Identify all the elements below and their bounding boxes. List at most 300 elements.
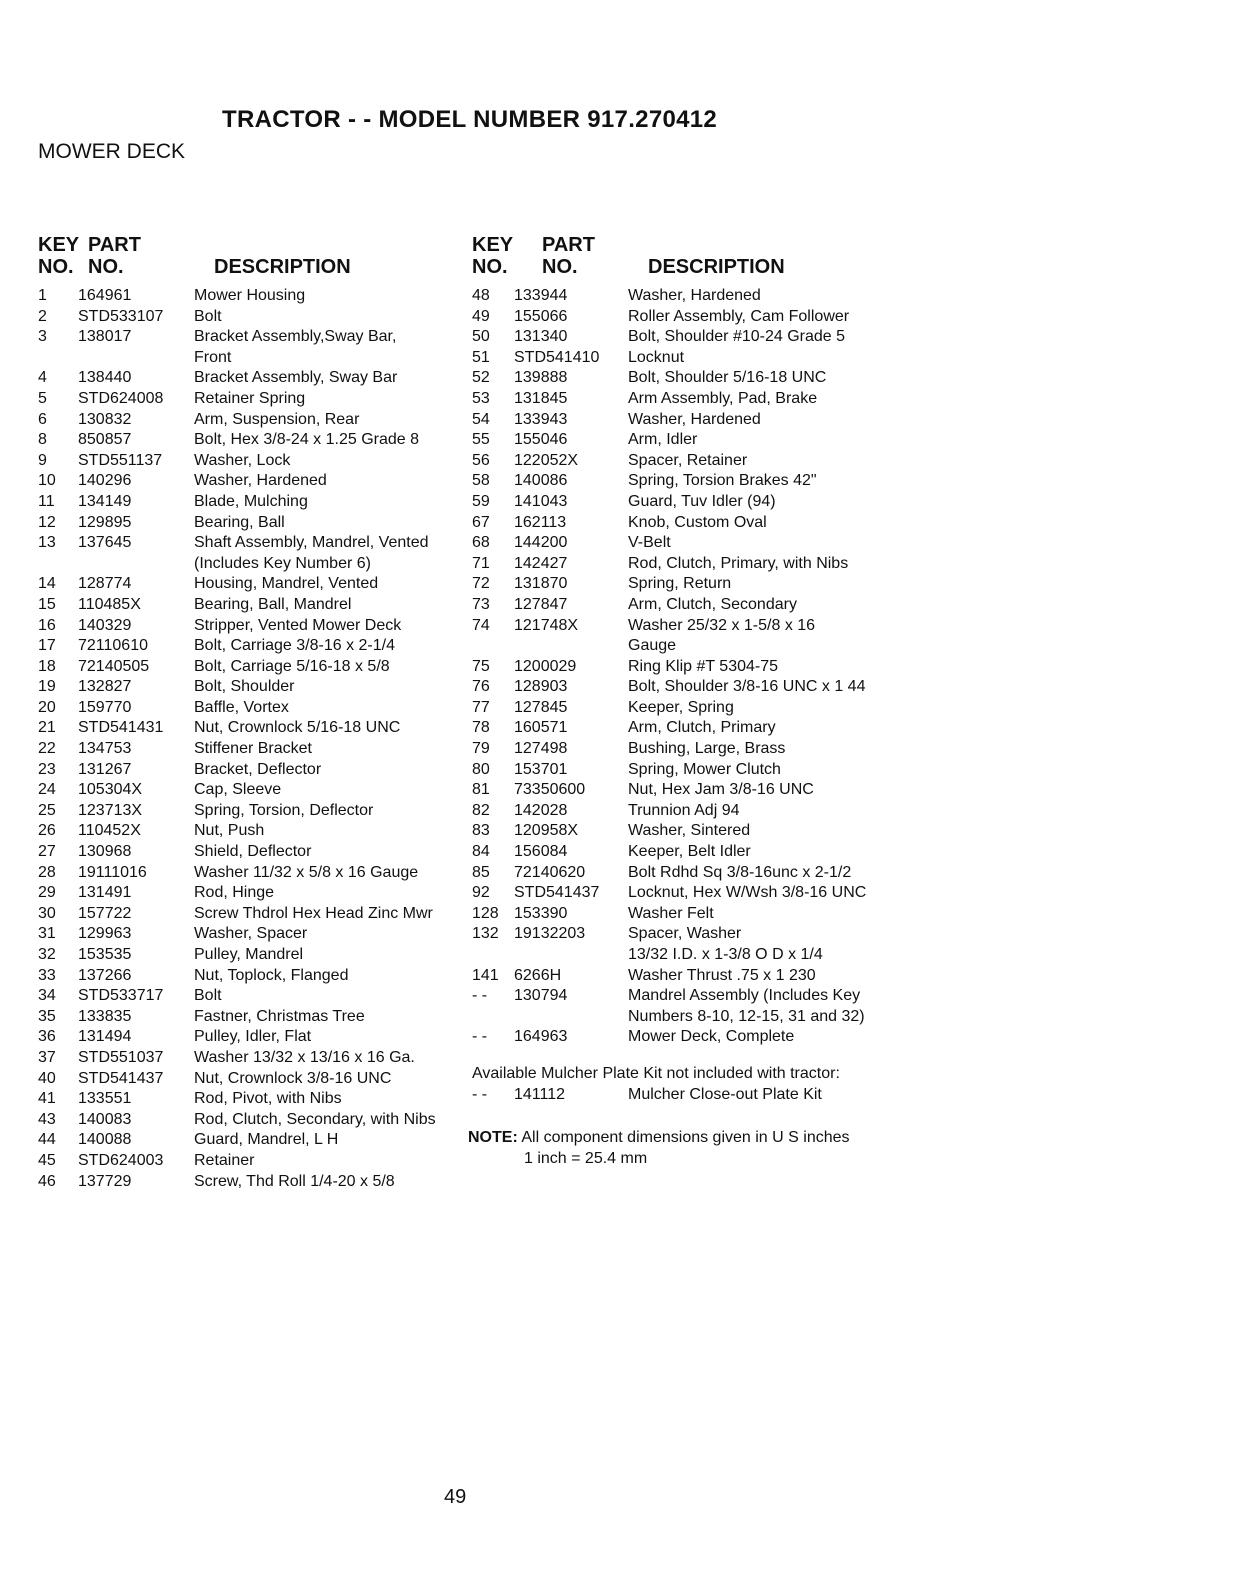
- part-number: 131845: [514, 389, 568, 407]
- description-line: Washer, Lock: [194, 451, 291, 469]
- part-description: [628, 348, 892, 369]
- part-number: 134753: [78, 740, 132, 758]
- part-description: [194, 863, 450, 884]
- part-description: [194, 513, 450, 534]
- description-line: Mower Housing: [194, 287, 306, 304]
- description-line: Washer 13/32 x 13/16 x 16 Ga.: [194, 1048, 415, 1066]
- key-number: 54: [472, 410, 490, 428]
- key-number: 53: [472, 389, 490, 407]
- table-row: [472, 986, 892, 1027]
- part-number: 130968: [78, 843, 132, 861]
- description-line: 13/32 I.D. x 1-3/8 O D x 1/4: [628, 946, 823, 963]
- part-description: [628, 616, 892, 657]
- key-number: 13: [38, 534, 56, 552]
- description-line: Nut, Toplock, Flanged: [194, 966, 349, 984]
- description-line: V-Belt: [628, 534, 671, 552]
- part-description: [628, 451, 892, 472]
- key-number: 132: [472, 925, 499, 943]
- description-line: Arm, Clutch, Secondary: [628, 595, 797, 613]
- description-line: Bolt, Shoulder #10-24 Grade 5: [628, 328, 846, 346]
- description-line: Shield, Deflector: [194, 843, 312, 861]
- part-number: STD624008: [78, 389, 164, 407]
- key-header: KEY: [38, 234, 80, 256]
- part-description: [194, 1048, 450, 1069]
- part-description: [628, 554, 892, 575]
- table-row: [38, 492, 450, 513]
- part-number: 164961: [78, 287, 132, 304]
- key-number: 34: [38, 987, 56, 1005]
- description-line: Rod, Pivot, with Nibs: [194, 1090, 342, 1108]
- key-number: 15: [38, 595, 56, 613]
- description-line: Bolt: [194, 307, 222, 325]
- part-number: 130794: [514, 987, 568, 1005]
- key-number: 29: [38, 884, 56, 902]
- part-number: 127498: [514, 740, 568, 758]
- description-line: Bracket Assembly,Sway Bar,: [194, 328, 397, 346]
- table-row: [38, 307, 450, 328]
- key-number: - -: [472, 1028, 488, 1046]
- table-row: [472, 904, 892, 925]
- key-number: 79: [472, 740, 490, 758]
- key-number: 33: [38, 966, 56, 984]
- part-number: 133835: [78, 1007, 132, 1025]
- part-description: Mulcher Close-out Plate Kit: [628, 1085, 822, 1103]
- part-number: 141043: [514, 492, 568, 510]
- mulcher-kit-row: [472, 1085, 840, 1106]
- key-number: 5: [38, 389, 47, 407]
- table-row: [38, 801, 450, 822]
- part-description: [628, 286, 892, 307]
- description-line: Locknut: [628, 348, 685, 366]
- table-row: [472, 286, 892, 307]
- description-line: Bolt, Carriage 3/8-16 x 2-1/4: [194, 637, 395, 655]
- part-number: 110452X: [78, 822, 141, 840]
- key-number: 9: [38, 451, 47, 469]
- table-row: [472, 410, 892, 431]
- part-description: [628, 739, 892, 760]
- table-row: [472, 718, 892, 739]
- table-row: [38, 327, 450, 368]
- part-description: [628, 863, 892, 884]
- key-number: 35: [38, 1007, 56, 1025]
- part-number: 131267: [78, 760, 132, 778]
- table-row: [38, 966, 450, 987]
- part-description: [194, 533, 450, 574]
- description-line: Washer, Hardened: [628, 287, 761, 304]
- part-number: 72140505: [78, 657, 150, 675]
- description-line: Washer Felt: [628, 904, 714, 922]
- description-line: Blade, Mulching: [194, 492, 308, 510]
- part-number: 19111016: [78, 863, 147, 881]
- table-row: [472, 842, 892, 863]
- part-number: 72110610: [78, 637, 148, 655]
- key-number: 71: [472, 554, 490, 572]
- table-row: [472, 677, 892, 698]
- description-line: Washer, Hardened: [628, 410, 761, 428]
- description-line: Screw, Thd Roll 1/4-20 x 5/8: [194, 1172, 395, 1190]
- table-row: [38, 574, 450, 595]
- key-number: 55: [472, 431, 490, 449]
- description-line: Front: [194, 348, 232, 366]
- part-number: 134149: [78, 492, 132, 510]
- part-no-header: NO.: [88, 256, 124, 278]
- part-number: 157722: [78, 904, 132, 922]
- description-line: Guard, Mandrel, L H: [194, 1131, 339, 1149]
- table-row: [38, 1069, 450, 1090]
- description-line: Baffle, Vortex: [194, 698, 289, 716]
- description-line: Trunnion Adj 94: [628, 801, 740, 819]
- table-row: [38, 739, 450, 760]
- description-line: Rod, Hinge: [194, 884, 275, 902]
- description-line: Screw Thdrol Hex Head Zinc Mwr: [194, 904, 433, 922]
- key-number: 31: [38, 925, 56, 943]
- parts-table-left: [38, 234, 450, 1192]
- table-row: [38, 883, 450, 904]
- key-number: 20: [38, 698, 56, 716]
- part-description: [628, 533, 892, 554]
- part-number: 128774: [78, 575, 132, 593]
- part-number: 140083: [78, 1110, 132, 1128]
- key-number: 25: [38, 801, 56, 819]
- part-number: 153701: [514, 760, 568, 778]
- part-description: [194, 1069, 450, 1090]
- table-row: [38, 595, 450, 616]
- part-description: [194, 307, 450, 328]
- description-line: Bearing, Ball, Mandrel: [194, 595, 352, 613]
- part-number: 6266H: [514, 966, 562, 984]
- part-number: 129963: [78, 925, 132, 943]
- part-number: 153535: [78, 946, 132, 963]
- part-description: [194, 389, 450, 410]
- description-line: Arm, Suspension, Rear: [194, 410, 360, 428]
- part-description: [194, 760, 450, 781]
- table-row: [38, 513, 450, 534]
- part-number: 137645: [78, 534, 132, 552]
- key-number: 26: [38, 822, 56, 840]
- description-line: Guard, Tuv Idler (94): [628, 492, 776, 510]
- part-description: [194, 451, 450, 472]
- part-number: 159770: [78, 698, 132, 716]
- key-number: 30: [38, 904, 56, 922]
- part-description: [194, 574, 450, 595]
- table-row: [38, 780, 450, 801]
- description-line: Mower Deck, Complete: [628, 1028, 795, 1046]
- part-description: [628, 780, 892, 801]
- key-number: 51: [472, 348, 490, 366]
- part-description: [628, 574, 892, 595]
- part-description: [194, 616, 450, 637]
- description-line: Stripper, Vented Mower Deck: [194, 616, 402, 634]
- description-line: Keeper, Belt Idler: [628, 843, 751, 861]
- description-line: Arm, Idler: [628, 431, 698, 449]
- part-number: 138440: [78, 369, 132, 387]
- key-no-header: NO.: [38, 256, 74, 278]
- part-description: [628, 430, 892, 451]
- key-number: 58: [472, 472, 490, 490]
- part-description: [628, 821, 892, 842]
- note-conversion: 1 inch = 25.4 mm: [524, 1149, 648, 1167]
- description-line: Spring, Return: [628, 575, 732, 593]
- key-number: 11: [38, 492, 55, 510]
- key-number: 19: [38, 678, 56, 696]
- key-number: 46: [38, 1172, 56, 1190]
- key-number: 72: [472, 575, 490, 593]
- part-number: 142028: [514, 801, 568, 819]
- key-number: 81: [472, 781, 490, 799]
- key-number: 43: [38, 1110, 56, 1128]
- key-number: 10: [38, 472, 56, 490]
- description-line: Arm Assembly, Pad, Brake: [628, 389, 818, 407]
- part-number: 850857: [78, 431, 132, 449]
- part-number: 140088: [78, 1131, 132, 1149]
- table-row: [38, 1172, 450, 1193]
- description-line: Rod, Clutch, Primary, with Nibs: [628, 554, 849, 572]
- key-number: 84: [472, 843, 490, 861]
- key-number: 45: [38, 1151, 56, 1169]
- key-number: 37: [38, 1048, 56, 1066]
- part-description: [194, 327, 450, 368]
- key-number: 14: [38, 575, 56, 593]
- description-line: Bushing, Large, Brass: [628, 740, 786, 758]
- part-description: [194, 1151, 450, 1172]
- table-row: [38, 1151, 450, 1172]
- part-description: [628, 986, 892, 1027]
- table-row: [38, 451, 450, 472]
- key-number: 50: [472, 328, 490, 346]
- part-description: [628, 760, 892, 781]
- description-line: Washer 25/32 x 1-5/8 x 16: [628, 616, 816, 634]
- table-row: [38, 718, 450, 739]
- key-number: 12: [38, 513, 56, 531]
- dimension-note: [468, 1128, 850, 1169]
- part-description: [628, 307, 892, 328]
- description-line: Arm, Clutch, Primary: [628, 719, 776, 737]
- table-row: [38, 389, 450, 410]
- description-line: Spring, Torsion, Deflector: [194, 801, 374, 819]
- description-line: Spacer, Washer: [628, 925, 742, 943]
- part-header: PART: [542, 234, 595, 256]
- parts-table-right: [472, 234, 892, 1048]
- part-number: 133943: [514, 410, 568, 428]
- part-number: STD533107: [78, 307, 164, 325]
- table-row: [472, 368, 892, 389]
- part-description: [628, 492, 892, 513]
- table-row: [472, 698, 892, 719]
- table-row: [38, 533, 450, 574]
- description-line: Spring, Mower Clutch: [628, 760, 781, 778]
- table-row: [472, 513, 892, 534]
- table-row: [472, 492, 892, 513]
- key-number: 76: [472, 678, 490, 696]
- table-row: [472, 739, 892, 760]
- table-header: [472, 234, 892, 286]
- key-number: 92: [472, 884, 490, 902]
- part-number: STD541437: [514, 884, 600, 902]
- table-row: [472, 924, 892, 965]
- key-number: - -: [472, 987, 488, 1005]
- key-number: 59: [472, 492, 490, 510]
- part-description: [194, 698, 450, 719]
- part-description: [194, 1110, 450, 1131]
- part-description: [628, 389, 892, 410]
- table-row: [472, 801, 892, 822]
- part-number: 127847: [514, 595, 568, 613]
- part-description: [194, 286, 450, 307]
- table-row: [38, 904, 450, 925]
- description-line: Nut, Crownlock 5/16-18 UNC: [194, 719, 401, 737]
- table-row: [472, 430, 892, 451]
- description-line: Bolt: [194, 987, 222, 1005]
- key-number: 75: [472, 657, 490, 675]
- table-row: [38, 842, 450, 863]
- table-row: [38, 430, 450, 451]
- key-number: 4: [38, 369, 47, 387]
- key-number: 23: [38, 760, 56, 778]
- description-line: Mandrel Assembly (Includes Key: [628, 987, 861, 1005]
- table-row: [472, 1027, 892, 1048]
- description-line: Retainer Spring: [194, 389, 306, 407]
- description-line: Washer 11/32 x 5/8 x 16 Gauge: [194, 863, 419, 881]
- key-number: 77: [472, 698, 490, 716]
- table-row: [472, 389, 892, 410]
- part-description: [194, 801, 450, 822]
- part-header: PART: [88, 234, 141, 256]
- table-row: [472, 657, 892, 678]
- part-description: [194, 1172, 450, 1193]
- part-number: 137729: [78, 1172, 132, 1190]
- key-number: 16: [38, 616, 56, 634]
- table-row: [472, 760, 892, 781]
- description-line: Keeper, Spring: [628, 698, 734, 716]
- table-row: [38, 1110, 450, 1131]
- part-number: 141112: [514, 1085, 566, 1103]
- part-description: [194, 718, 450, 739]
- part-description: [628, 883, 892, 904]
- description-line: Rod, Clutch, Secondary, with Nibs: [194, 1110, 436, 1128]
- description-line: Housing, Mandrel, Vented: [194, 575, 379, 593]
- part-number: 160571: [514, 719, 568, 737]
- key-number: 18: [38, 657, 56, 675]
- key-number: 32: [38, 946, 56, 963]
- table-row: [38, 986, 450, 1007]
- table-row: [38, 1007, 450, 1028]
- key-number: 82: [472, 801, 490, 819]
- key-number: 2: [38, 307, 47, 325]
- key-number: 85: [472, 863, 490, 881]
- table-row: [38, 698, 450, 719]
- part-number: 133551: [78, 1090, 132, 1108]
- table-row: [38, 924, 450, 945]
- table-row: [38, 945, 450, 966]
- key-number: 27: [38, 843, 56, 861]
- part-number: 131491: [78, 884, 132, 902]
- description-line: Gauge: [628, 637, 677, 655]
- table-row: [472, 554, 892, 575]
- table-row: [38, 677, 450, 698]
- table-row: [38, 471, 450, 492]
- part-description: [628, 966, 892, 987]
- table-row: [472, 883, 892, 904]
- description-line: Knob, Custom Oval: [628, 513, 767, 531]
- part-description: [628, 677, 892, 698]
- part-number: 123713X: [78, 801, 143, 819]
- key-number: 41: [38, 1090, 56, 1108]
- key-number: 73: [472, 595, 490, 613]
- part-number: STD541437: [78, 1069, 164, 1087]
- key-number: 22: [38, 740, 56, 758]
- part-no-header: NO.: [542, 256, 578, 278]
- part-description: [628, 1027, 892, 1048]
- part-number: 138017: [78, 328, 132, 346]
- key-number: 80: [472, 760, 490, 778]
- part-number: 130832: [78, 410, 132, 428]
- key-number: 21: [38, 719, 56, 737]
- description-line: Roller Assembly, Cam Follower: [628, 307, 850, 325]
- mulcher-kit-note: [472, 1064, 840, 1105]
- description-line: Bracket Assembly, Sway Bar: [194, 369, 398, 387]
- part-number: STD541431: [78, 719, 164, 737]
- key-number: 17: [38, 637, 56, 655]
- description-line: Nut, Push: [194, 822, 265, 840]
- key-number: 36: [38, 1028, 56, 1046]
- part-number: STD551037: [78, 1048, 164, 1066]
- section-title: MOWER DECK: [38, 140, 185, 163]
- part-description: [628, 657, 892, 678]
- description-line: Washer, Hardened: [194, 472, 327, 490]
- table-row: [472, 616, 892, 657]
- part-number: 131494: [78, 1028, 132, 1046]
- note-text: All component dimensions given in U S inches: [521, 1129, 850, 1146]
- part-number: 1200029: [514, 657, 577, 675]
- description-line: Spacer, Retainer: [628, 451, 748, 469]
- key-number: 74: [472, 616, 490, 634]
- description-line: Spring, Torsion Brakes 42": [628, 472, 817, 490]
- description-line: Bolt, Shoulder 5/16-18 UNC: [628, 369, 827, 387]
- key-number: 68: [472, 534, 490, 552]
- table-row: [472, 348, 892, 369]
- table-row: [38, 1027, 450, 1048]
- mulcher-intro: Available Mulcher Plate Kit not included with tractor:: [472, 1065, 840, 1082]
- description-line: Pulley, Mandrel: [194, 946, 304, 963]
- table-row: [472, 780, 892, 801]
- table-row: [472, 574, 892, 595]
- key-number: 28: [38, 863, 56, 881]
- key-number: 24: [38, 781, 56, 799]
- part-description: [194, 1089, 450, 1110]
- part-number: 110485X: [78, 595, 141, 613]
- description-line: Numbers 8-10, 12-15, 31 and 32): [628, 1007, 865, 1025]
- part-number: 155046: [514, 431, 568, 449]
- table-row: [38, 616, 450, 637]
- part-description: [628, 327, 892, 348]
- part-description: [194, 904, 450, 925]
- description-line: (Includes Key Number 6): [194, 554, 371, 572]
- table-row: [472, 533, 892, 554]
- table-row: [472, 327, 892, 348]
- key-number: 8: [38, 431, 47, 449]
- part-number: 162113: [514, 513, 567, 531]
- description-line: Bolt, Carriage 5/16-18 x 5/8: [194, 657, 390, 675]
- table-row: [38, 286, 450, 307]
- table-row: [38, 1089, 450, 1110]
- description-line: Washer, Sintered: [628, 822, 751, 840]
- table-row: [472, 471, 892, 492]
- part-description: [194, 945, 450, 966]
- part-number: 137266: [78, 966, 132, 984]
- part-number: 131870: [514, 575, 568, 593]
- part-number: 132827: [78, 678, 132, 696]
- table-row: [472, 863, 892, 884]
